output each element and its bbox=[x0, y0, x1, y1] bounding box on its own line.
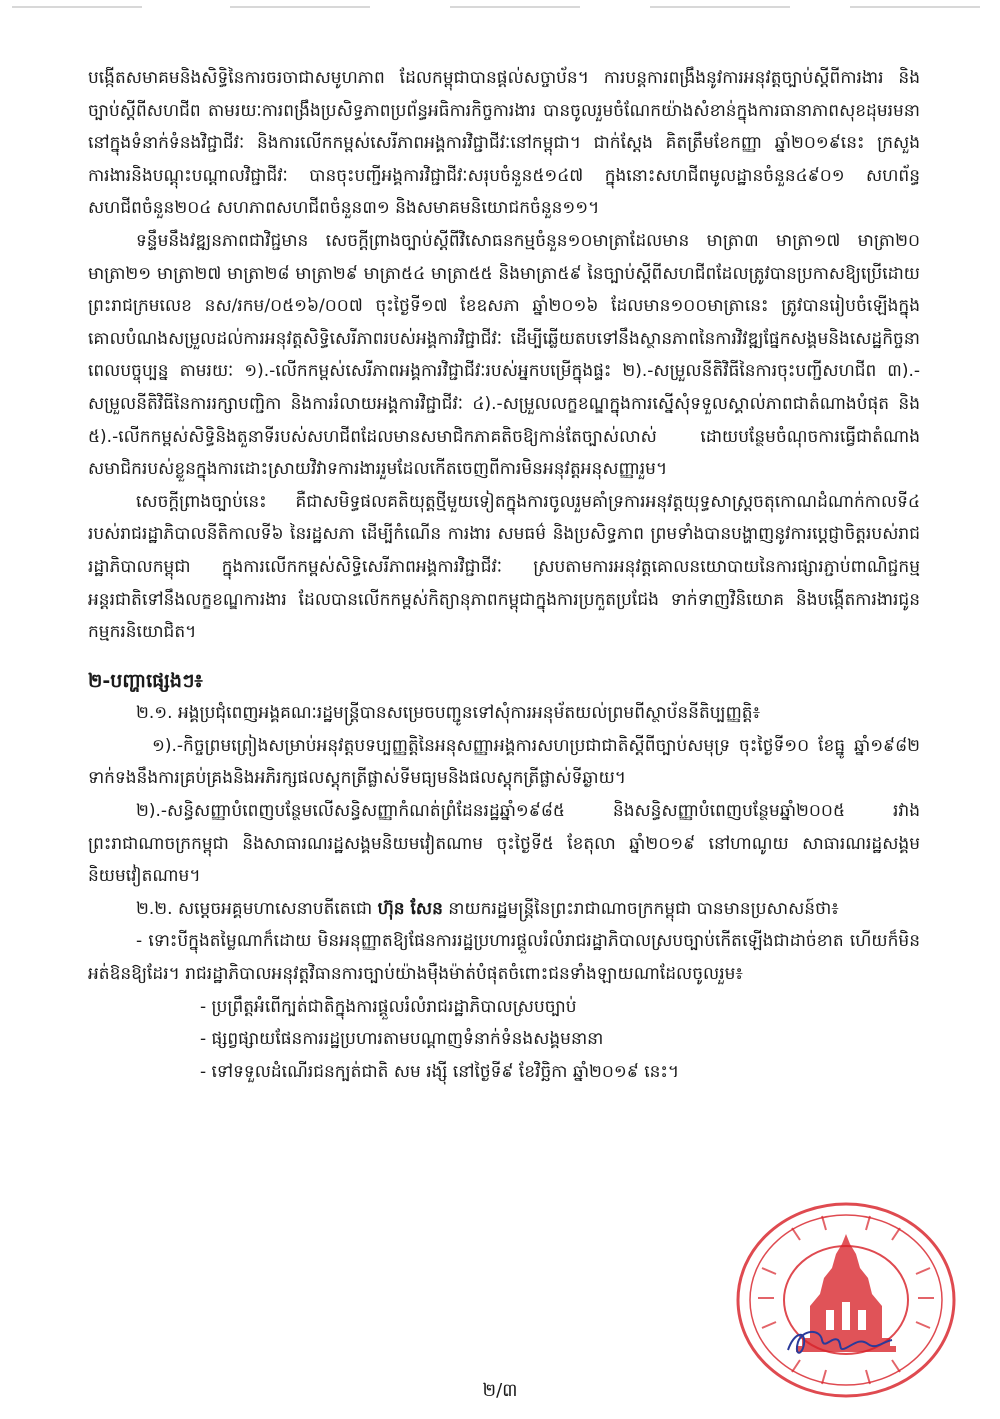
signature bbox=[780, 1322, 900, 1362]
official-seal-stamp bbox=[732, 1198, 960, 1402]
section-2-2-name: ហ៊ុន សែន bbox=[377, 898, 443, 919]
paragraph-1: បង្កើតសមាគមនិងសិទ្ធិនៃការចរចាជាសមូហភាព ដែលកម្ពុជាបានផ្ដល់សច្ចាប័ន។ ការបន្តការពង្រឹងនូវការអនុវត្តច្បាប់ស្ដីពីការងារ និងច្បាប់ស្ដីពីសហជីព តាមរយៈការពង្រឹងប្រសិទ្ធភាពប្រព័ន្ធអធិការកិច្ចការងារ បានចូលរួមចំណែកយ៉ាងសំខាន់ក្នុងការធានាភាពសុខដុមរមនានៅក្នុងទំនាក់ទំនងវិជ្ជាជីវៈ និងការលើកកម្ពស់សេរីភាពអង្គការវិជ្ជាជីវៈនៅកម្ពុជា។ ជាក់ស្ដែង គិតត្រឹមខែកញ្ញា ឆ្នាំ២០១៩នេះ ក្រសួងការងារនិងបណ្ដុះបណ្ដាលវិជ្ជាជីវៈ បានចុះបញ្ជីអង្គការវិជ្ជាជីវៈសរុបចំនួន៥១៤៧ ក្នុងនោះសហជីពមូលដ្ឋានចំនួន៤៩០១ សហព័ន្ធសហជីពចំនួន២០៤ សហភាពសហជីពចំនួន៣១ និងសមាគមនិយោជកចំនួន១១។ bbox=[88, 68, 920, 219]
page-number: ២/៣ bbox=[482, 1380, 518, 1401]
section-2-heading: ២-បញ្ហាផ្សេងៗ៖ bbox=[88, 669, 203, 692]
paragraph-3: សេចក្ដីព្រាងច្បាប់នេះ គឺជាសមិទ្ធផលគតិយុត្តថ្មីមួយទៀតក្នុងការចូលរួមគាំទ្រការអនុវត្តយុទ្ធសាស្ត្រចតុកោណដំណាក់កាលទី៤ របស់រាជរដ្ឋាភិបាលនីតិកាលទី៦ នៃរដ្ឋសភា ដើម្បីកំណើន ការងារ សមធម៌ និងប្រសិទ្ធភាព ព្រមទាំងបានបង្ហាញនូវការប្ដេជ្ញាចិត្តរបស់រាជរដ្ឋាភិបាលកម្ពុជា ក្នុងការលើកកម្ពស់សិទ្ធិសេរីភាពអង្គការវិជ្ជាជីវៈ ស្របតាមការអនុវត្តគោលនយោបាយនៃការផ្សារភ្ជាប់ពាណិជ្ជកម្មអន្តរជាតិទៅនឹងលក្ខខណ្ឌការងារ ដែលបានលើកកម្ពស់កិត្យានុភាពកម្ពុជាក្នុងការប្រកួតប្រជែង ទាក់ទាញវិនិយោគ និងបង្កើតការងារជូនកម្មករនិយោជិត។ bbox=[88, 491, 920, 643]
bullet-item: - ទៅទទួលដំណើរជនក្បត់ជាតិ សម រង្ស៊ី នៅថ្ងៃទី៩ ខែវិច្ឆិកា ឆ្នាំ២០១៩ នេះ។ bbox=[200, 1061, 680, 1082]
section-2-2-paragraph: - ទោះបីក្នុងតម្លៃណាក៏ដោយ មិនអនុញ្ញាតឱ្យផែនការរដ្ឋប្រហារផ្ដួលរំលំរាជរដ្ឋាភិបាលស្របច្បាប់កើតឡើងជាដាច់ខាត ហើយក៏មិនអត់ឱនឱ្យដែរ។ រាជរដ្ឋាភិបាលអនុវត្តវិធានការច្បាប់យ៉ាងម៉ឺងម៉ាត់បំផុតចំពោះជនទាំងឡាយណាដែលចូលរួម៖ bbox=[88, 931, 920, 985]
section-2-1-item-2: ២).-សន្ធិសញ្ញាបំពេញបន្ថែមលើសន្ធិសញ្ញាកំណត់ព្រំដែនរដ្ឋឆ្នាំ១៩៨៥ និងសន្ធិសញ្ញាបំពេញបន្ថែមឆ្នាំ២០០៥ រវាងព្រះរាជាណាចក្រកម្ពុជា និងសាធារណរដ្ឋសង្គមនិយមវៀតណាម ចុះថ្ងៃទី៥ ខែតុលា ឆ្នាំ២០១៩ នៅហាណូយ សាធារណរដ្ឋសង្គមនិយមវៀតណាម។ bbox=[88, 801, 920, 887]
paragraph-2: ទន្ទឹមនឹងវឌ្ឍនភាពជាវិជ្ជមាន សេចក្ដីព្រាងច្បាប់ស្ដីពីវិសោធនកម្មចំនួន១០មាត្រាដែលមាន មាត្រា៣ មាត្រា១៧ មាត្រា២០ មាត្រា២១ មាត្រា២៧ មាត្រា២៨ មាត្រា២៩ មាត្រា៥៤ មាត្រា៥៥ និងមាត្រា៥៩ នៃច្បាប់ស្ដីពីសហជីពដែលត្រូវបានប្រកាសឱ្យប្រើដោយព្រះរាជក្រមលេខ នស/រកម/០៥១៦/០០៧ ចុះថ្ងៃទី១៧ ខែឧសភា ឆ្នាំ២០១៦ ដែលមាន១០០មាត្រានេះ ត្រូវបានរៀបចំឡើងក្នុងគោលបំណងសម្រួលដល់ការអនុវត្តសិទ្ធិសេរីភាពរបស់អង្គការវិជ្ជាជីវៈ ដើម្បីឆ្លើយតបទៅនឹងស្ថានភាពនៃការវិវឌ្ឍផ្នែកសង្គមនិងសេដ្ឋកិច្ចនាពេលបច្ចុប្បន្ន តាមរយៈ ១).-លើកកម្ពស់សេរីភាពអង្គការវិជ្ជាជីវៈរបស់អ្នកបម្រើក្នុងផ្ទះ ២).-សម្រួលនីតិវិធីនៃការចុះបញ្ជីសហជីព ៣).-សម្រួលនីតិវិធីនៃការរក្សាបញ្ជិកា និងការរំលាយអង្គការវិជ្ជាជីវៈ ៤).-សម្រួលលក្ខខណ្ឌក្នុងការស្នើសុំទទួលស្គាល់ភាពជាតំណាងបំផុត និង ៥).-លើកកម្ពស់សិទ្ធិនិងតួនាទីរបស់សហជីពដែលមានសមាជិកភាគតិចឱ្យកាន់តែច្បាស់លាស់ ដោយបន្ថែមចំណុចការធ្វើជាតំណាងសមាជិករបស់ខ្លួនក្នុងការដោះស្រាយវិវាទការងាររួមដែលកើតចេញពីការមិនអនុវត្តអនុសញ្ញារួម។ bbox=[88, 230, 920, 480]
scan-edge-marks bbox=[0, 0, 1000, 20]
bullet-list bbox=[88, 991, 920, 1089]
section-2-2-intro bbox=[88, 893, 920, 926]
document-body bbox=[88, 62, 920, 1088]
section-2-1-intro: ២.១. អង្គប្រជុំពេញអង្គគណៈរដ្ឋមន្ត្រីបានសម្រេចបញ្ជូនទៅសុំការអនុម័តយល់ព្រមពីស្ថាប័ននីតិប្បញ្ញត្តិ៖ bbox=[136, 703, 761, 724]
bullet-item: - ប្រព្រឹត្តអំពើក្បត់ជាតិក្នុងការផ្ដួលរំលំរាជរដ្ឋាភិបាលស្របច្បាប់ bbox=[200, 996, 577, 1017]
section-2-2-prefix: ២.២. សម្ដេចអគ្គមហាសេនាបតីតេជោ bbox=[136, 898, 373, 919]
section-2-1-item-1: ១).-កិច្ចព្រមព្រៀងសម្រាប់អនុវត្តបទប្បញ្ញត្តិនៃអនុសញ្ញាអង្គការសហប្រជាជាតិស្ដីពីច្បាប់សមុទ្រ ចុះថ្ងៃទី១០ ខែធ្នូ ឆ្នាំ១៩៨២ ទាក់ទងនឹងការគ្រប់គ្រងនិងអភិរក្សផលស្តុកត្រីផ្លាស់ទីមធ្យមនិងផលស្តុកត្រីផ្លាស់ទីឆ្ងាយ។ bbox=[88, 735, 920, 789]
section-2-2-suffix: នាយករដ្ឋមន្ត្រីនៃព្រះរាជាណាចក្រកម្ពុជា បានមានប្រសាសន៍ថា៖ bbox=[448, 898, 839, 919]
bullet-item: - ផ្សព្វផ្សាយផែនការរដ្ឋប្រហារតាមបណ្ដាញទំនាក់ទំនងសង្គមនានា bbox=[200, 1029, 604, 1050]
